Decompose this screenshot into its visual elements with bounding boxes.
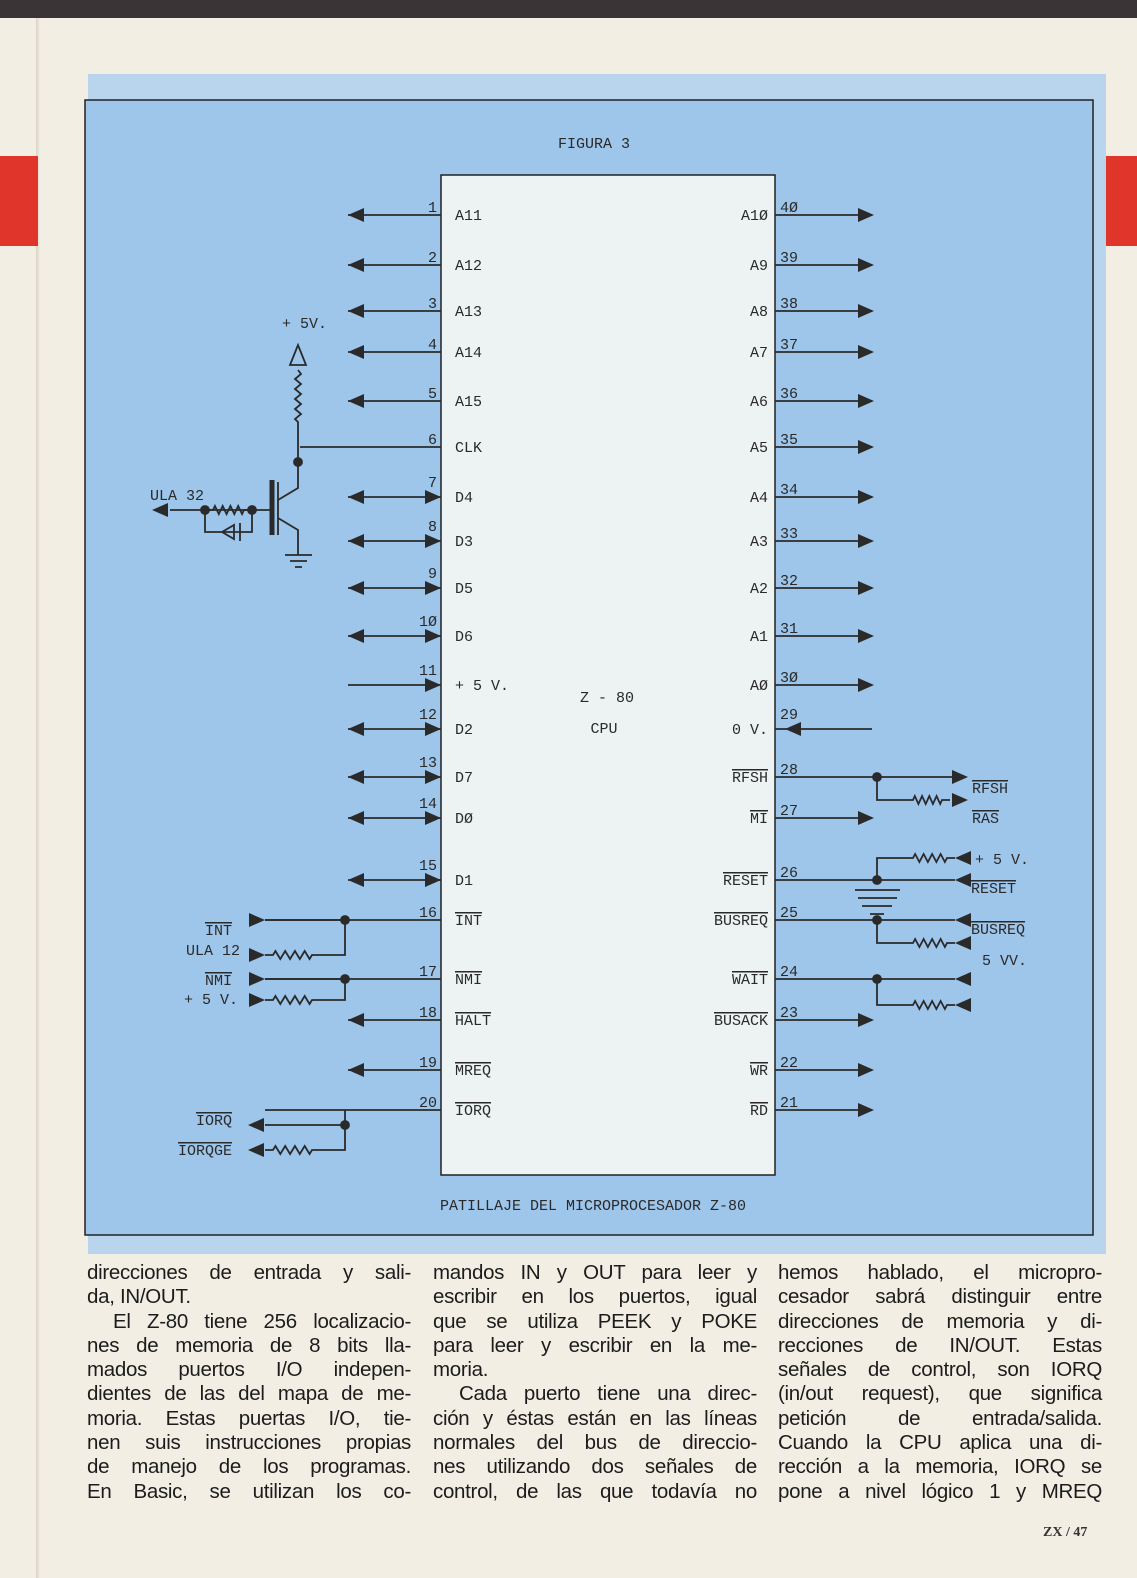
pin-number: 5: [427, 386, 437, 403]
pin-label: A11: [455, 208, 483, 225]
pin-number: 11: [418, 663, 437, 680]
pin-label: D3: [455, 534, 474, 551]
pin-number: 13: [418, 755, 437, 772]
pin-label: A2: [749, 581, 768, 598]
pin-number: 36: [780, 386, 799, 403]
text-line: direcciones de entrada y sali-: [87, 1261, 411, 1284]
text-line: Cuando la CPU aplica una di-: [778, 1431, 1102, 1455]
pin-number: 24: [780, 964, 799, 981]
vcc-left-label: + 5 V.: [183, 992, 238, 1009]
pin-label: INT: [455, 913, 483, 930]
pin-label: D5: [455, 581, 474, 598]
pin-label: RESET: [722, 873, 768, 890]
ula12-label: ULA 12: [185, 943, 240, 960]
text-column-2: [433, 1261, 757, 1504]
pin-label: A1: [749, 629, 768, 646]
pin-number: 29: [780, 707, 799, 724]
figure-caption: PATILLAJE DEL MICROPROCESADOR Z-80: [439, 1198, 747, 1215]
pin-number: 9: [427, 566, 437, 583]
pin-number: 34: [780, 482, 799, 499]
pin-label: HALT: [455, 1013, 492, 1030]
pin-number: 19: [418, 1055, 437, 1072]
pin-number: 22: [780, 1055, 799, 1072]
text-line: rección a la memoria, IORQ se: [778, 1455, 1102, 1479]
pin-label: WAIT: [731, 972, 768, 989]
pin-number: 14: [418, 796, 437, 813]
busreq-in-label: BUSREQ: [971, 922, 1026, 939]
vcc-label: + 5V.: [282, 316, 328, 333]
pin-number: 35: [780, 432, 799, 449]
pin-label: RFSH: [731, 770, 768, 787]
pin-number: 33: [780, 526, 799, 543]
text-line: de manejo de los programas.: [87, 1455, 411, 1479]
text-line: El Z-80 tiene 256 localizacio-: [113, 1309, 411, 1333]
text-column-3: [778, 1261, 1102, 1504]
text-line: hemos hablado, el micropro-: [778, 1261, 1102, 1284]
pin-number: 7: [427, 475, 437, 492]
pin-number: 18: [418, 1005, 437, 1022]
pin-label: A6: [749, 394, 768, 411]
pin-label: A5: [749, 440, 768, 457]
pin-label: A9: [749, 258, 768, 275]
iorqge-label: IORQGE: [177, 1143, 232, 1160]
pin-label: D1: [455, 873, 474, 890]
chip-subtitle: CPU: [590, 721, 618, 738]
pin-number: 4Ø: [780, 200, 799, 217]
pin-label: A12: [455, 258, 483, 275]
pin-label: WR: [749, 1063, 768, 1080]
text-line: moria. Estas puertas I/O, tie-: [87, 1406, 411, 1430]
ras-label: RAS: [972, 811, 1000, 828]
junction-dot: [873, 975, 881, 983]
int-label: INT: [204, 923, 232, 940]
pin-label: MI: [749, 811, 768, 828]
text-line: nes de memoria de 8 bits lla-: [87, 1333, 411, 1357]
junction-dot: [341, 975, 349, 983]
pin-number: 31: [780, 621, 799, 638]
pin-label: 0 V.: [731, 722, 768, 739]
text-line: mados puertos I/O indepen-: [87, 1358, 411, 1382]
text-line: direcciones de memoria y di-: [778, 1309, 1102, 1333]
text-line: (in/out request), que significa: [778, 1382, 1102, 1406]
pin-label: A15: [455, 394, 483, 411]
pin-number: 20: [418, 1095, 437, 1112]
text-line: moria.: [433, 1358, 489, 1382]
pin-label: MREQ: [455, 1063, 492, 1080]
text-line: nen suis instrucciones propias: [87, 1431, 411, 1455]
text-line: normales del bus de direccio-: [433, 1431, 757, 1455]
pin-label: NMI: [455, 972, 483, 989]
pin-number: 15: [418, 858, 437, 875]
rfsh-out-label: RFSH: [972, 781, 1009, 798]
text-line: escribir en los puertos, igual: [433, 1285, 757, 1309]
text-line: pone a nivel lógico 1 y MREQ: [778, 1479, 1102, 1503]
text-line: dientes de las del mapa de me-: [87, 1382, 411, 1406]
reset-in-label: RESET: [971, 881, 1017, 898]
pin-number: 1Ø: [418, 614, 437, 631]
junction-dot: [873, 916, 881, 924]
chip-name: Z - 80: [579, 690, 635, 707]
pin-number: 28: [780, 762, 799, 779]
junction-dot: [341, 916, 349, 924]
pin-number: 23: [780, 1005, 799, 1022]
pin-label: A3: [749, 534, 768, 551]
page-number: ZX / 47: [1043, 1525, 1088, 1540]
text-line: recciones de IN/OUT. Estas: [778, 1333, 1102, 1357]
pin-number: 38: [780, 296, 799, 313]
text-line: que se utiliza PEEK y POKE: [433, 1309, 757, 1333]
pin-number: 16: [418, 905, 437, 922]
pin-number: 8: [427, 519, 437, 536]
pin-number: 1: [427, 200, 437, 217]
pin-label: IORQ: [455, 1103, 492, 1120]
pin-label: CLK: [455, 440, 483, 457]
text-line: señales de control, son IORQ: [778, 1358, 1102, 1382]
pin-number: 27: [780, 803, 799, 820]
pin-label: A13: [455, 304, 483, 321]
text-line: nes utilizando dos señales de: [433, 1455, 757, 1479]
pin-label: RD: [749, 1103, 768, 1120]
junction-dot: [248, 506, 256, 514]
junction-dot: [873, 876, 881, 884]
text-column-1: [87, 1261, 411, 1504]
pin-label: A1Ø: [740, 208, 768, 225]
vcc-right-label: + 5 V.: [975, 852, 1030, 869]
pin-label: D2: [455, 722, 474, 739]
pin-number: 2: [427, 250, 437, 267]
pin-label: AØ: [749, 678, 768, 695]
pin-label: A4: [749, 490, 768, 507]
pin-label: D7: [455, 770, 474, 787]
pin-number: 26: [780, 865, 799, 882]
text-line: ción y éstas están en las líneas: [433, 1406, 757, 1430]
pin-label: + 5 V.: [455, 678, 510, 695]
pin-number: 21: [780, 1095, 799, 1112]
pin-label: D4: [455, 490, 474, 507]
pin-number: 6: [427, 432, 437, 449]
pin-label: DØ: [455, 811, 474, 828]
junction-dot: [201, 506, 209, 514]
pin-number: 32: [780, 573, 799, 590]
pin-number: 39: [780, 250, 799, 267]
figure-title: FIGURA 3: [557, 136, 631, 153]
ula32-label: ULA 32: [150, 488, 205, 505]
pin-number: 12: [418, 707, 437, 724]
text-line: da, IN/OUT.: [87, 1285, 191, 1309]
pin-label: A8: [749, 304, 768, 321]
text-line: control, de las que todavía no: [433, 1479, 757, 1503]
pin-number: 3: [427, 296, 437, 313]
text-line: petición de entrada/salida.: [778, 1406, 1102, 1430]
nmi-label: NMI: [204, 973, 232, 990]
pin-number: 25: [780, 905, 799, 922]
text-line: En Basic, se utilizan los co-: [87, 1479, 411, 1503]
pin-label: BUSREQ: [713, 913, 768, 930]
pin-label: D6: [455, 629, 474, 646]
pin-number: 37: [780, 337, 799, 354]
pin-label: BUSACK: [713, 1013, 768, 1030]
junction-dot: [873, 773, 881, 781]
vv5-label: 5 VV.: [982, 953, 1028, 970]
text-line: Cada puerto tiene una direc-: [459, 1382, 757, 1406]
text-line: para leer y escribir en la me-: [433, 1333, 757, 1357]
pin-number: 4: [427, 337, 437, 354]
text-line: mandos IN y OUT para leer y: [433, 1261, 757, 1284]
text-line: cesador sabrá distinguir entre: [778, 1285, 1102, 1309]
pin-label: A7: [749, 345, 768, 362]
iorq-label: IORQ: [195, 1113, 232, 1130]
pin-number: 3Ø: [780, 670, 799, 687]
pin-number: 17: [418, 964, 437, 981]
pin-label: A14: [455, 345, 483, 362]
